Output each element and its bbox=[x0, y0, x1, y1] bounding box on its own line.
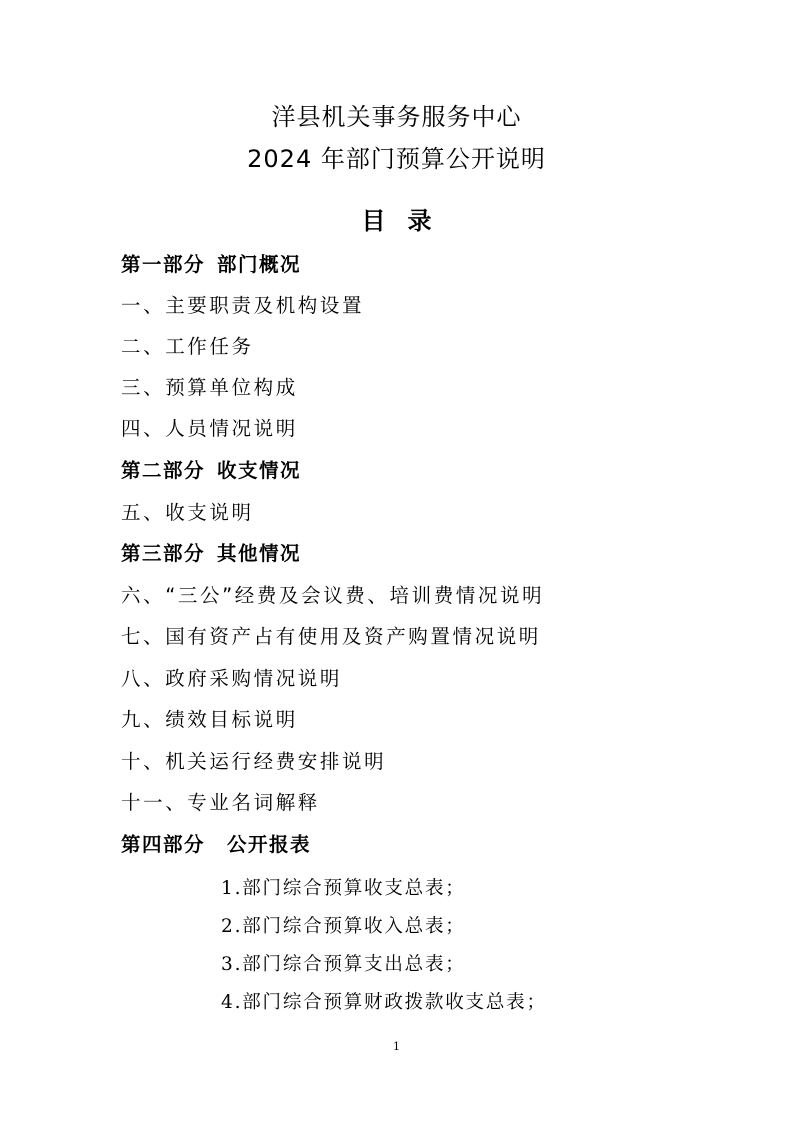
toc-item-4: 四、人员情况说明 bbox=[121, 417, 298, 440]
toc-heading-char-1: 目 bbox=[361, 207, 386, 235]
toc-item-8: 八、政府采购情况说明 bbox=[121, 667, 343, 690]
toc-part-3-name: 其他情况 bbox=[217, 542, 302, 565]
toc-part-4-name: 公开报表 bbox=[227, 833, 312, 856]
toc-item-10: 十、机关运行经费安排说明 bbox=[121, 750, 387, 773]
toc-item-7: 七、国有资产占有使用及资产购置情况说明 bbox=[121, 625, 541, 648]
report-item: 3.部门综合预算支出总表； bbox=[221, 954, 466, 975]
report-item: 4.部门综合预算财政拨款收支总表； bbox=[221, 992, 547, 1013]
toc-part-2-name: 收支情况 bbox=[217, 459, 302, 482]
report-item: 1.部门综合预算收支总表； bbox=[221, 878, 466, 899]
toc-part-4-label: 第四部分 bbox=[121, 833, 206, 856]
toc-heading-char-2: 录 bbox=[407, 207, 432, 235]
page-number: 1 bbox=[393, 1040, 400, 1053]
toc-item-11: 十一、专业名词解释 bbox=[121, 791, 320, 814]
toc-item-5: 五、收支说明 bbox=[121, 501, 254, 524]
document-title-line-2: 2024 年部门预算公开说明 bbox=[247, 145, 546, 173]
document-title-line-1: 洋县机关事务服务中心 bbox=[271, 103, 522, 131]
toc-item-9: 九、绩效目标说明 bbox=[121, 708, 298, 731]
toc-part-4 bbox=[121, 832, 311, 858]
toc-part-3 bbox=[121, 541, 301, 567]
toc-part-1-label: 第一部分 bbox=[121, 253, 206, 276]
toc-item-6: 六、“三公”经费及会议费、培训费情况说明 bbox=[121, 584, 545, 607]
toc-item-2: 二、工作任务 bbox=[121, 335, 254, 358]
toc-item-1: 一、主要职责及机构设置 bbox=[121, 294, 365, 317]
toc-part-3-label: 第三部分 bbox=[121, 542, 206, 565]
toc-heading bbox=[0, 206, 793, 236]
report-item: 2.部门综合预算收入总表； bbox=[221, 916, 466, 937]
toc-item-3: 三、预算单位构成 bbox=[121, 376, 298, 399]
toc-part-2 bbox=[121, 458, 301, 484]
toc-part-1-name: 部门概况 bbox=[217, 253, 302, 276]
toc-part-2-label: 第二部分 bbox=[121, 459, 206, 482]
toc-part-1 bbox=[121, 252, 301, 278]
